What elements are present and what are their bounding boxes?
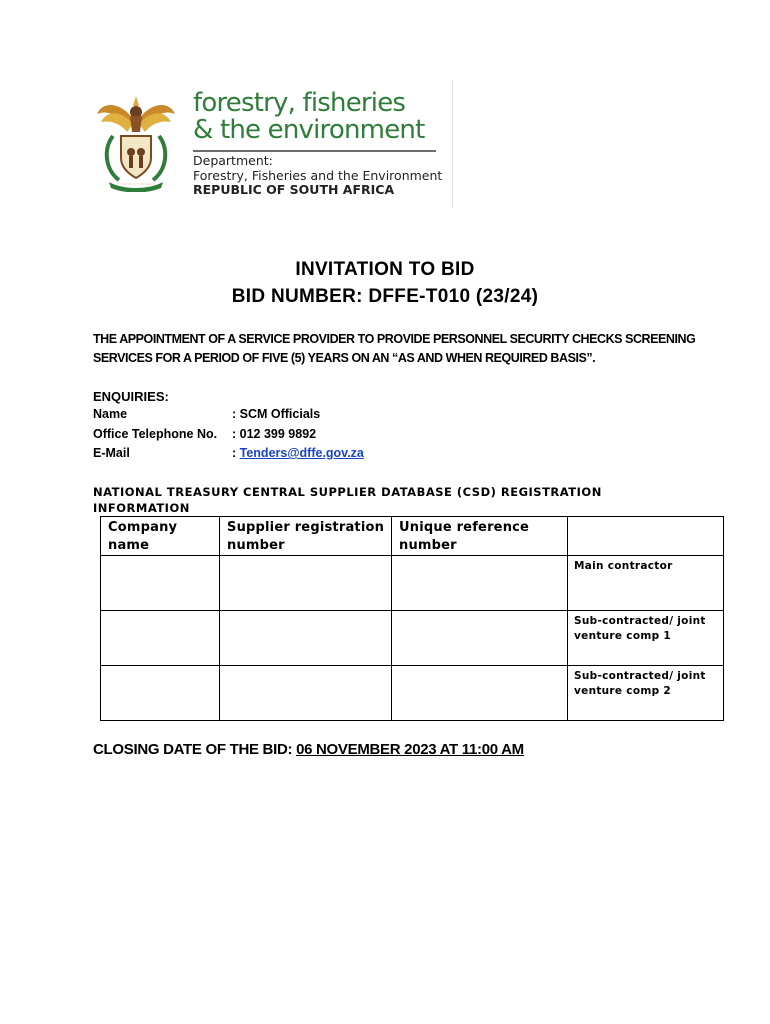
closing-date [93, 741, 524, 758]
logo-title-line1: forestry, fisheries [193, 88, 406, 118]
role-label: Sub-contracted/ joint venture comp 2 [574, 670, 706, 697]
role-cell [568, 556, 724, 611]
logo-title-line2: & the environment [193, 115, 425, 145]
company-name-cell[interactable] [101, 556, 220, 611]
email-label: E-Mail [93, 446, 130, 460]
logo-dept-line1: Department: [193, 153, 273, 168]
table-header-cell [220, 517, 392, 556]
email-prefix: : [232, 446, 240, 460]
name-value: : SCM Officials [232, 407, 321, 421]
document-title: INVITATION TO BID [295, 259, 475, 280]
phone-value: : 012 399 9892 [232, 427, 317, 441]
column-role [568, 517, 723, 519]
role-label: Sub-contracted/ joint venture comp 1 [574, 615, 706, 642]
column-supplier-registration: Supplier registration number [227, 520, 385, 553]
department-logo [95, 80, 455, 210]
email-value-wrap [232, 446, 364, 460]
supplier-registration-cell[interactable] [220, 556, 392, 611]
column-unique-reference: Unique reference number [399, 520, 530, 553]
closing-date-label: CLOSING DATE OF THE BID: [93, 741, 293, 758]
name-label: Name [93, 407, 128, 421]
table-row [101, 611, 724, 666]
closing-date-value: 06 NOVEMBER 2023 AT 11:00 AM [296, 741, 524, 758]
column-company-name: Company name [108, 520, 178, 553]
unique-reference-cell[interactable] [392, 556, 568, 611]
logo-rule [193, 150, 436, 152]
bid-number: BID NUMBER: DFFE-T010 (23/24) [231, 286, 539, 307]
logo-department [193, 154, 442, 198]
logo-dept-line2: Forestry, Fisheries and the Environment [193, 167, 443, 183]
role-cell [568, 611, 724, 666]
phone-label: Office Telephone No. [93, 427, 218, 441]
logo-title [193, 90, 424, 144]
email-link[interactable]: Tenders@dffe.gov.za [239, 446, 364, 460]
supplier-registration-cell[interactable] [220, 666, 392, 721]
csd-registration-table [100, 516, 724, 721]
enquiries-heading: ENQUIRIES: [93, 389, 169, 404]
table-row [101, 666, 724, 721]
role-cell [568, 666, 724, 721]
table-header-row [101, 517, 724, 556]
csd-heading: NATIONAL TREASURY CENTRAL SUPPLIER DATABASE (CSD) REGISTRATION INFORMATION [93, 485, 602, 515]
logo-divider [452, 80, 453, 208]
table-header-cell [392, 517, 568, 556]
company-name-cell[interactable] [101, 666, 220, 721]
logo-dept-line3: REPUBLIC OF SOUTH AFRICA [193, 182, 395, 197]
role-label: Main contractor [574, 560, 673, 572]
table-row [101, 556, 724, 611]
coat-of-arms-icon [95, 92, 177, 192]
bid-purpose: THE APPOINTMENT OF A SERVICE PROVIDER TO PROVIDE PERSONNEL SECURITY CHECKS SCREENING SERVICES FOR A PERIOD OF FIVE (5) YEARS ON AN “AS AND WHEN REQUIRED BASIS”. [93, 332, 696, 365]
unique-reference-cell[interactable] [392, 666, 568, 721]
table-header-cell [101, 517, 220, 556]
supplier-registration-cell[interactable] [220, 611, 392, 666]
unique-reference-cell[interactable] [392, 611, 568, 666]
table-header-cell [568, 517, 724, 556]
company-name-cell[interactable] [101, 611, 220, 666]
